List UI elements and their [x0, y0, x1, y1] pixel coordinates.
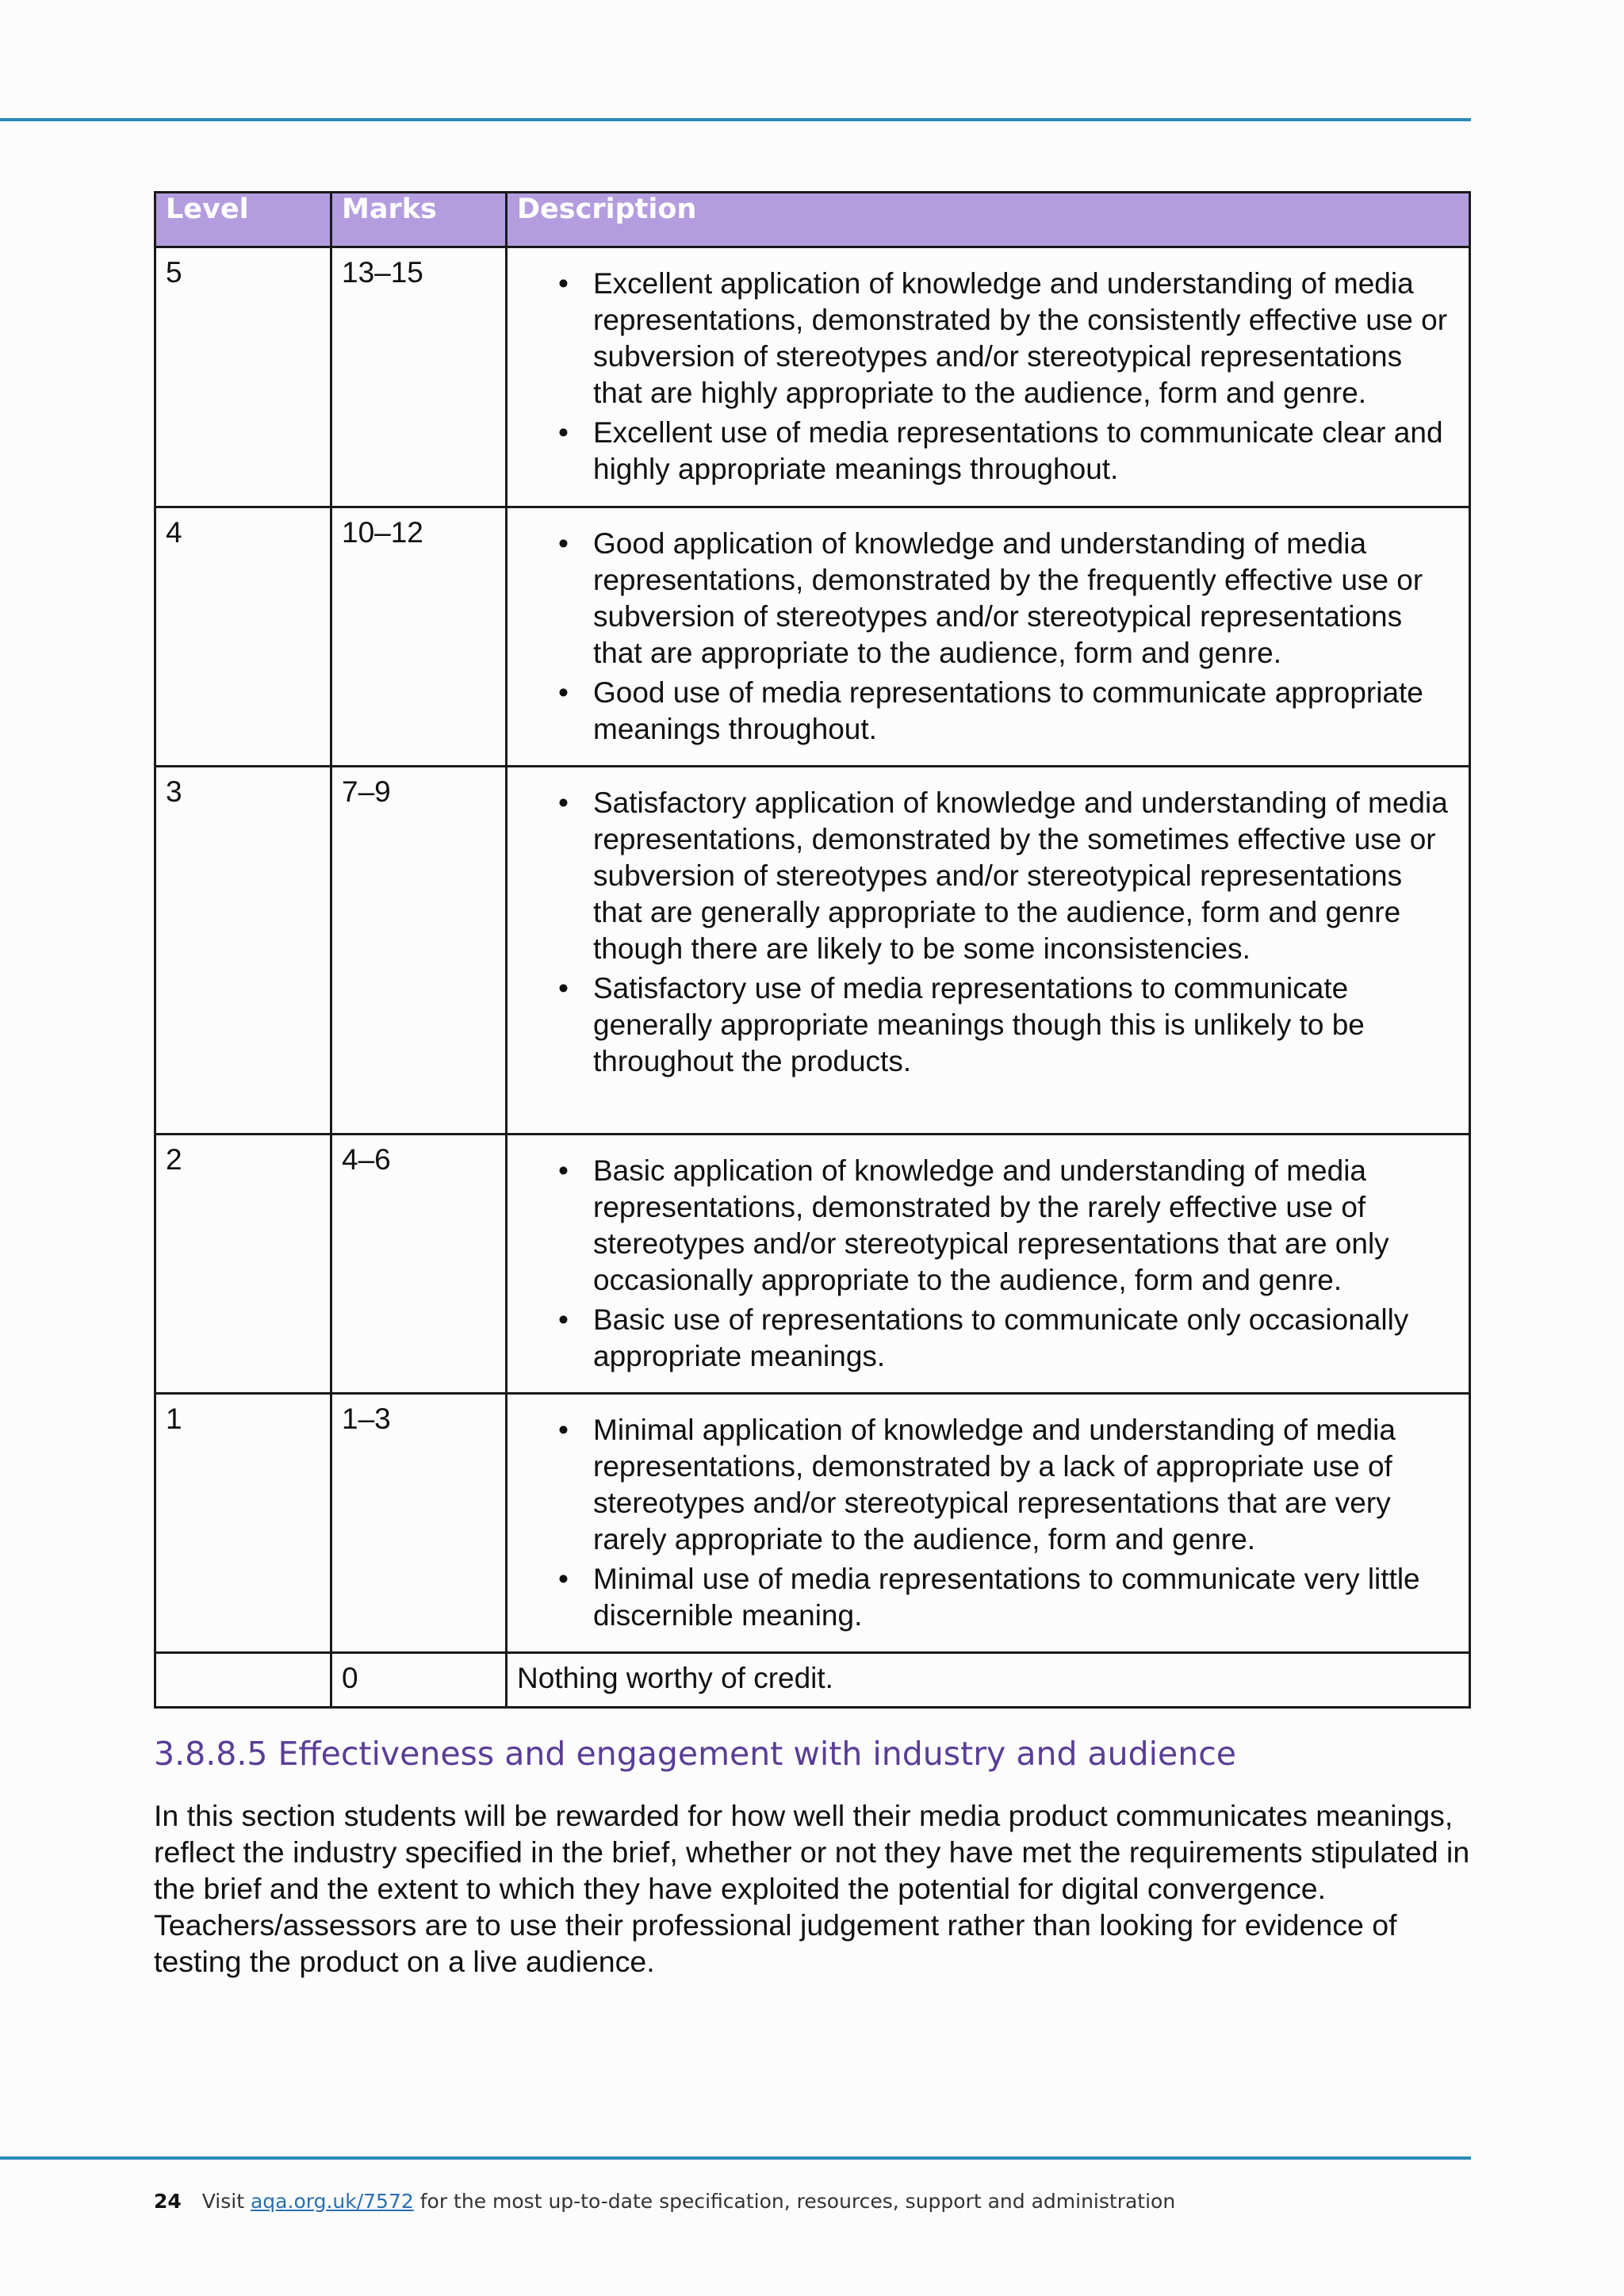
column-header-level: Level — [155, 193, 331, 247]
description-list — [517, 1153, 1454, 1375]
bullet-icon: • — [558, 972, 569, 1004]
bullet-icon: • — [558, 1154, 569, 1187]
criterion-text: Good use of media representations to communicate appropriate meanings throughout. — [593, 676, 1423, 745]
marks-cell: 7–9 — [331, 767, 507, 1135]
level-cell: 4 — [155, 507, 331, 767]
criterion-text: Excellent application of knowledge and understanding of media representations, demonstrated by the consistently effective use or subversion of stereotypes and/or stereotypical representations that are highly appropriate to the audience, form and genre. — [593, 267, 1448, 409]
marks-cell: 4–6 — [331, 1135, 507, 1394]
list-item — [517, 266, 1454, 411]
level-cell: 1 — [155, 1394, 331, 1653]
description-cell — [507, 507, 1470, 767]
criterion-text: Satisfactory use of media representations to communicate generally appropriate meanings though this is unlikely to be throughout the products. — [593, 972, 1365, 1077]
description-list — [517, 1412, 1454, 1634]
description-cell — [507, 247, 1470, 507]
marks-cell: 13–15 — [331, 247, 507, 507]
bullet-icon: • — [558, 416, 569, 449]
marks-cell: 0 — [331, 1653, 507, 1708]
criterion-text: Basic application of knowledge and understanding of media representations, demonstrated by the rarely effective use of stereotypes and/or stereotypical representations that are only occasionally appropriate to the audience, form and genre. — [593, 1154, 1389, 1296]
table-header-row — [155, 193, 1470, 247]
list-item — [517, 970, 1454, 1080]
level-cell: 3 — [155, 767, 331, 1135]
description-cell — [507, 767, 1470, 1135]
description-list — [517, 526, 1454, 748]
page-footer — [154, 2190, 1175, 2213]
description-list — [517, 785, 1454, 1080]
description-list — [517, 266, 1454, 488]
list-item — [517, 1153, 1454, 1299]
bottom-divider — [0, 2156, 1471, 2160]
level-cell: 2 — [155, 1135, 331, 1394]
list-item — [517, 675, 1454, 748]
criterion-text: Satisfactory application of knowledge and understanding of media representations, demonstrated by the sometimes effective use or subversion of stereotypes and/or stereotypical representations that are generally appropriate to the audience, form and genre though there are likely to be some inconsistencies. — [593, 786, 1448, 965]
marks-cell: 10–12 — [331, 507, 507, 767]
page-number: 24 — [154, 2190, 182, 2213]
list-item — [517, 1412, 1454, 1558]
list-item — [517, 415, 1454, 488]
list-item — [517, 1302, 1454, 1375]
marks-cell: 1–3 — [331, 1394, 507, 1653]
bullet-icon: • — [558, 1303, 569, 1336]
bullet-icon: • — [558, 527, 569, 560]
column-header-marks: Marks — [331, 193, 507, 247]
table-row — [155, 767, 1470, 1135]
bullet-icon: • — [558, 1563, 569, 1595]
marking-criteria-table — [154, 191, 1471, 1709]
criterion-text: Minimal use of media representations to communicate very little discernible meaning. — [593, 1563, 1420, 1632]
column-header-description: Description — [507, 193, 1470, 247]
section-heading: 3.8.8.5 Effectiveness and engagement with industry and audience — [154, 1735, 1237, 1773]
table-row — [155, 247, 1470, 507]
criterion-text: Good application of knowledge and understanding of media representations, demonstrated by the frequently effective use or subversion of stereotypes and/or stereotypical representations that are appropriate to the audience, form and genre. — [593, 527, 1423, 669]
bullet-icon: • — [558, 786, 569, 819]
footer-link[interactable]: aqa.org.uk/7572 — [250, 2190, 414, 2213]
table-row — [155, 1653, 1470, 1708]
footer-visit-text: Visit — [201, 2190, 245, 2213]
bullet-icon: • — [558, 267, 569, 300]
section-body-text: In this section students will be rewarded for how well their media product communicates meanings, reflect the industry specified in the brief, whether or not they have met the requirements stipulated in the brief and the extent to which they have exploited the potential for digital convergence. Teachers/assessors are to use their professional judgement rather than looking for evidence of testing the product on a live audience. — [154, 1799, 1470, 1978]
description-cell: Nothing worthy of credit. — [507, 1653, 1470, 1708]
footer-trailing-text: for the most up-to-date specification, resources, support and administration — [419, 2190, 1176, 2213]
criterion-text: Basic use of representations to communicate only occasionally appropriate meanings. — [593, 1303, 1409, 1372]
description-cell — [507, 1394, 1470, 1653]
list-item — [517, 526, 1454, 672]
table-row — [155, 1135, 1470, 1394]
bullet-icon: • — [558, 1414, 569, 1446]
criterion-text: Minimal application of knowledge and understanding of media representations, demonstrated by a lack of appropriate use of stereotypes and/or stereotypical representations that are very rarely appropriate to the audience, form and genre. — [593, 1414, 1396, 1556]
table-row — [155, 507, 1470, 767]
list-item — [517, 1561, 1454, 1634]
level-cell — [155, 1653, 331, 1708]
criterion-text: Excellent use of media representations to communicate clear and highly appropriate meanings throughout. — [593, 416, 1443, 485]
description-cell — [507, 1135, 1470, 1394]
top-divider — [0, 118, 1471, 121]
list-item — [517, 785, 1454, 967]
bullet-icon: • — [558, 676, 569, 709]
level-cell: 5 — [155, 247, 331, 507]
table-row — [155, 1394, 1470, 1653]
